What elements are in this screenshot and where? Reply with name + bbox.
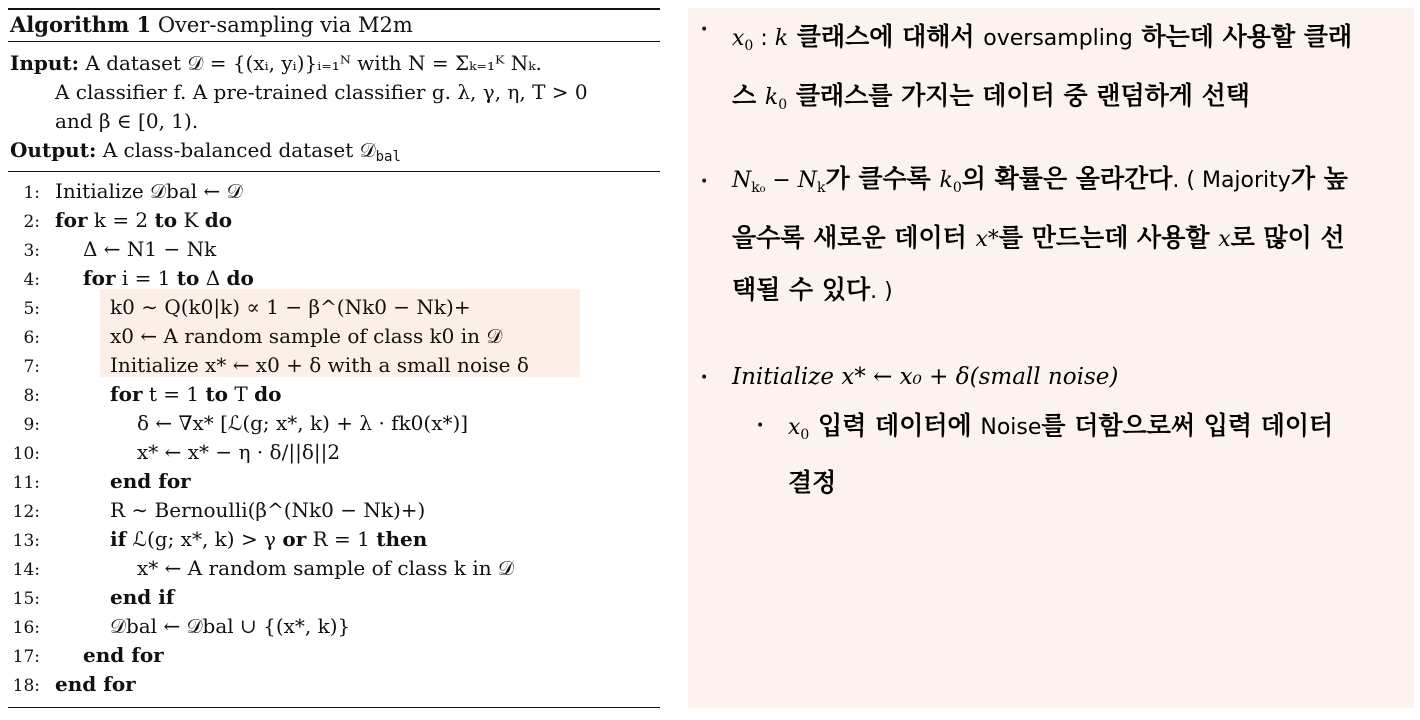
step-text: x0 ← A random sample of class k0 in 𝒟 bbox=[110, 324, 503, 348]
step-text: δ ← ∇x* [ℒ(g; x*, k) + λ · fk0(x*)] bbox=[137, 411, 469, 435]
algorithm-number: Algorithm 1 bbox=[10, 12, 152, 37]
step-number: 8: bbox=[23, 386, 40, 406]
step-number: 2: bbox=[23, 212, 40, 232]
step-text: Initialize x* ← x0 + δ with a small noise δ bbox=[110, 353, 529, 377]
step-number: 10: bbox=[12, 444, 40, 464]
step-number: 1: bbox=[23, 183, 40, 203]
step-number: 9: bbox=[23, 415, 40, 435]
step-text: x* ← x* − η · δ/||δ||2 bbox=[137, 440, 341, 464]
output-sub: bal bbox=[375, 149, 401, 165]
note-3: Initialize x* ← x₀ + δ(small noise) bbox=[732, 364, 1119, 390]
input-line-1: A dataset 𝒟 = {(xᵢ, yᵢ)}ᵢ₌₁ᴺ with N = Σₖ₌₁ᴷ Nₖ. bbox=[85, 51, 542, 75]
algorithm-title bbox=[10, 12, 413, 37]
step-number: 13: bbox=[12, 531, 40, 551]
bullet-1-marker: • bbox=[700, 22, 709, 38]
note-1: $x_0$ : k 클래스에 대해서 oversampling 하는데 사용할 클래 스 $k_0$ 클래스를 가지는 데이터 중 랜덤하게 선택 bbox=[732, 22, 1353, 113]
step-text: end for bbox=[83, 643, 164, 667]
input-line-3: and β ∈ [0, 1). bbox=[55, 109, 199, 133]
bullet-4-marker: • bbox=[756, 418, 765, 434]
step-text: for t = 1 to T do bbox=[110, 382, 282, 406]
top-rule bbox=[8, 8, 660, 10]
input-line-2: A classifier f. A pre-trained classifier g. λ, γ, η, T > 0 bbox=[55, 80, 588, 104]
note-2: $N_{k_0} - N_k$가 클수록 $k_0$의 확률은 올라간다. ( Majority가 높 을수록 새로운 데이터 x*를 만드는데 사용할 x로 많이 선 택될 수 있다. ) bbox=[732, 164, 1348, 304]
step-text: R ∼ Bernoulli(β^(Nk0 − Nk)+) bbox=[110, 498, 426, 522]
step-text: Initialize 𝒟bal ← 𝒟 bbox=[55, 179, 243, 203]
step-number: 4: bbox=[23, 270, 40, 290]
bullet-3-marker: • bbox=[700, 370, 709, 386]
step-number: 12: bbox=[12, 502, 40, 522]
notes-panel bbox=[688, 8, 1414, 708]
step-number: 16: bbox=[12, 618, 40, 638]
algorithm-name: Over-sampling via M2m bbox=[157, 13, 413, 37]
io-rule bbox=[8, 171, 660, 172]
step-text: for k = 2 to K do bbox=[55, 208, 233, 232]
step-text: k0 ∼ Q(k0|k) ∝ 1 − β^(Nk0 − Nk)+ bbox=[110, 295, 471, 319]
step-number: 15: bbox=[12, 589, 40, 609]
output-text: A class-balanced dataset 𝒟 bbox=[102, 138, 376, 162]
step-number: 11: bbox=[12, 473, 40, 493]
algorithm-output bbox=[10, 136, 401, 172]
step-number: 17: bbox=[12, 647, 40, 667]
step-number: 14: bbox=[12, 560, 40, 580]
step-text: x* ← A random sample of class k in 𝒟 bbox=[137, 556, 514, 580]
bullet-2-marker: • bbox=[700, 174, 709, 190]
step-number: 7: bbox=[23, 357, 40, 377]
output-label: Output: bbox=[10, 138, 97, 162]
input-label: Input: bbox=[10, 51, 80, 75]
title-rule bbox=[8, 41, 660, 42]
algorithm-input bbox=[10, 49, 588, 136]
step-number: 5: bbox=[23, 299, 40, 319]
algorithm-box bbox=[0, 0, 668, 720]
step-text: end for bbox=[110, 469, 191, 493]
step-number: 18: bbox=[12, 676, 40, 696]
note-4: $x_0$ 입력 데이터에 Noise를 더함으로써 입력 데이터 결정 bbox=[788, 411, 1334, 497]
step-number: 6: bbox=[23, 328, 40, 348]
step-text: end for bbox=[55, 672, 136, 696]
step-number: 3: bbox=[23, 241, 40, 261]
step-text: end if bbox=[110, 585, 175, 609]
step-text: for i = 1 to Δ do bbox=[83, 266, 254, 290]
step-text: if ℒ(g; x*, k) > γ or R = 1 then bbox=[110, 527, 428, 551]
step-text: Δ ← N1 − Nk bbox=[83, 237, 217, 261]
step-text: 𝒟bal ← 𝒟bal ∪ {(x*, k)} bbox=[110, 614, 351, 638]
bottom-rule bbox=[8, 707, 660, 708]
